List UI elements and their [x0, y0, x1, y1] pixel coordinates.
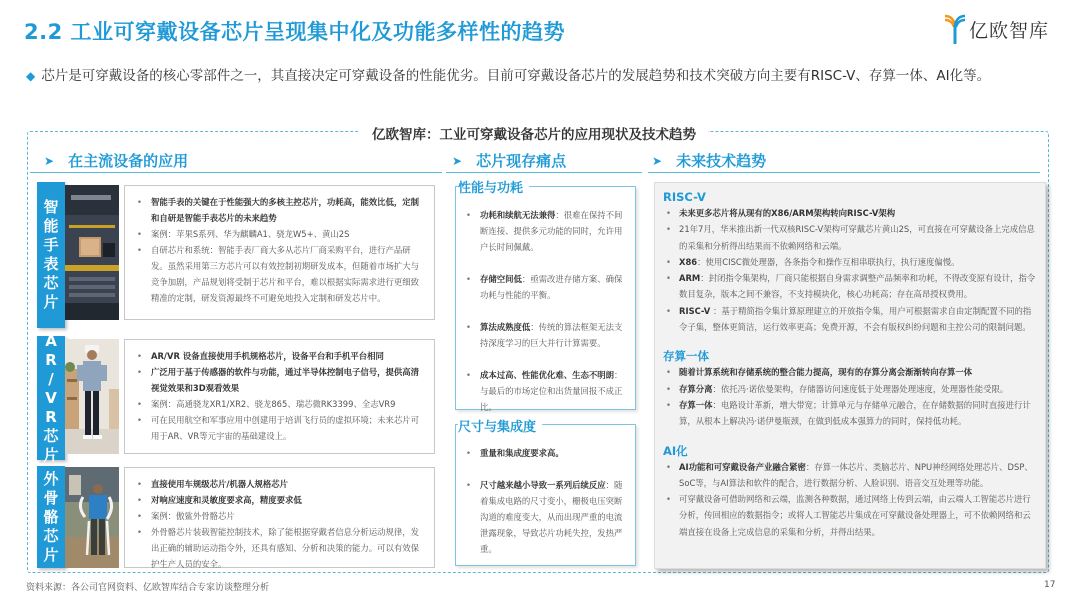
page-number: 17 [1044, 580, 1056, 590]
tab-char: 片 [43, 545, 59, 564]
section-heading-text: 在主流设备的应用 [68, 152, 189, 170]
trend-box [654, 182, 1046, 569]
bullet-item: • 算法成熟度低：传统的算法框架无法支持深度学习的巨大并行计算需要。 [462, 319, 629, 351]
tab-char: 智 [43, 198, 59, 216]
pain-point-box-performance [455, 186, 636, 410]
trend-group-title: AI化 [663, 443, 688, 458]
tab-char: R [45, 407, 57, 426]
tab-char: 骼 [43, 507, 59, 526]
tab-char: 芯 [43, 526, 59, 545]
tab-char: 外 [43, 469, 59, 488]
bullet-item: • AI功能和可穿戴设备产业融合紧密：存算一体芯片、类脑芯片、NPU神经网络处理芯片、DSP、SoC等，与AI算法和软件的配合，进行数据分析、人脸识别、语音交互处理等功能。 [663, 459, 1037, 492]
section-heading-text: 芯片现存痛点 [476, 152, 567, 170]
section-heading-trends [652, 150, 766, 171]
brand-logo [944, 12, 1064, 46]
trend-group-title: 存算一体 [663, 349, 709, 364]
trend-group-title: RISC-V [663, 190, 706, 204]
frame-title: 亿欧智库：工业可穿戴设备芯片的应用现状及技术趋势 [360, 123, 708, 143]
bullet-item: • 功耗和续航无法兼得：很难在保持不间断连接、提供多元功能的同时，允许用户长时间佩戴。 [462, 207, 629, 255]
bullet-item: • 随着计算系统和存储系统的整合能力提高，现有的存算分离会渐渐转向存算一体 [663, 364, 1037, 380]
pain-point-group-title: 性能与功耗 [458, 177, 529, 196]
pain-point-box-size [455, 424, 636, 566]
application-card-arvr [124, 339, 435, 454]
bullet-item: • 可穿戴设备可借助网络和云端，监测各种数据，通过网络上传到云端，由云端人工智能芯片进行分析，传回相应的数据指令；或将人工智能芯片集成在可穿戴设备处理器上，可不依赖网络和云端直接在设备上完成信息的采集和分析，并得出结果。 [663, 491, 1037, 540]
bullet-item: • 尺寸越来越小导致一系列后续反应：随着集成电路的尺寸变小，栅极电压突断沟道的难度变大，从而出现严重的电流泄露现象，导致芯片功耗失控，发热严重。 [462, 477, 629, 557]
bullet-item: • 直接使用车规级芯片/机器人规格芯片 [133, 476, 426, 492]
bullet-item: • 自研芯片和系统：智能手表厂商大多从芯片厂商采购平台，进行产品研发。虽然采用第三方芯片可以有效控制初期研发成本，但随着市场扩大与竞争加剧，产品规划将受制于芯片和平台，难以根据实际需求进行更细致精准的定制，研发资源最终不可避免地投入定制和研发芯片中。 [133, 242, 426, 306]
bullet-item: • X86：使用CISC微处理器，各条指令和操作互相串联执行，执行速度偏慢。 [663, 254, 1037, 270]
application-card-exoskeleton [124, 467, 435, 568]
vertical-tab-exoskeleton-chip [37, 466, 65, 568]
section-heading-text: 未来技术趋势 [676, 152, 767, 170]
bullet-item: • 存算一体：电路设计革新，增大带宽；计算单元与存储单元融合，在存储数据的同时直接进行计算，从根本上解决冯·诺伊曼瓶颈，在做到低成本强算力的同时，保持低功耗。 [663, 397, 1037, 430]
page-title: 2.2 工业可穿戴设备芯片呈现集中化及功能多样性的趋势 [24, 20, 566, 44]
logo-mark-icon [944, 13, 966, 45]
bullet-item: • 智能手表的关键在于性能强大的多核主控芯片，功耗高，能效比低，定制和自研是智能手表芯片的未来趋势 [133, 194, 426, 226]
bullet-item: • 案例：高通骁龙XR1/XR2、骁龙865、瑞芯微RK3399、全志VR9 [133, 396, 426, 412]
exoskeleton-worker-photo [65, 467, 119, 568]
tab-char: 片 [43, 445, 59, 464]
vr-headset-user-photo [65, 339, 119, 454]
section-heading-applications [44, 150, 188, 171]
vertical-tab-arvr-chip [37, 331, 65, 464]
tab-char: / [48, 369, 54, 388]
bullet-item: • 未来更多芯片将从现有的X86/ARM架构转向RISC-V架构 [663, 205, 1037, 221]
vertical-tab-smartwatch-chip [37, 182, 65, 328]
section-divider [446, 172, 642, 173]
tab-char: A [45, 331, 57, 350]
bullet-item: • 广泛用于基于传感器的软件与功能，通过半导体控制电子信号，提供高清视觉效果和3D观看效果 [133, 364, 426, 396]
tab-char: 能 [43, 217, 59, 235]
section-heading-pain-points [452, 150, 566, 171]
bullet-item: • 案例：傲鲨外骨骼芯片 [133, 508, 426, 524]
bullet-item: • 存算分离：依托冯·诺依曼架构，存储器访问速度低于处理器处理速度，处理器性能受限。 [663, 381, 1037, 397]
intro-paragraph [26, 66, 1056, 87]
bullet-item: • 案例：苹果S系列、华为麒麟A1、骁龙W5+、黄山2S [133, 226, 426, 242]
logo-text: 亿欧智库 [969, 19, 1050, 42]
bullet-item: • 21年7月，华米推出新一代双核RISC-V架构可穿戴芯片黄山2S，可直接在可穿戴设备上完成信息的采集和分析得出结果而不依赖网络和云端。 [663, 221, 1037, 254]
arrow-bullet-icon: ➤ [44, 153, 55, 168]
bullet-item: • 存储空间低：亟需改进存储方案、确保功耗与性能的平衡。 [462, 271, 629, 303]
motherboard-chip-photo [65, 185, 119, 320]
arrow-bullet-icon: ➤ [452, 153, 463, 168]
section-divider [30, 172, 442, 173]
bullet-item: • 可在民用航空和军事应用中创建用于培训飞行员的虚拟环境；未来芯片可用于AR、VR等元宇宙的基础建设上。 [133, 412, 426, 444]
bullet-item: • RISC-V ：基于精简指令集计算原理建立的开放指令集，用户可根据需求自由定制配置不同的指令子集，整体更简洁，运行效率更高；免费开源，不会有版权纠纷问题和主控公司的限制问题。 [663, 303, 1037, 336]
application-card-smartwatch [124, 185, 435, 320]
source-note: 资料来源：各公司官网资料、亿欧智库结合专家访谈整理分析 [26, 583, 270, 593]
pain-point-group-title: 尺寸与集成度 [458, 416, 542, 435]
diamond-bullet-icon: ◆ [26, 69, 36, 83]
bullet-item: • 重量和集成度要求高。 [462, 445, 629, 461]
tab-char: 片 [43, 293, 59, 311]
arrow-bullet-icon: ➤ [652, 153, 663, 168]
tab-char: 表 [43, 255, 59, 273]
tab-char: 芯 [43, 274, 59, 292]
tab-char: 骨 [43, 488, 59, 507]
bullet-item: • 对响应速度和灵敏度要求高，精度要求低 [133, 492, 426, 508]
tab-char: R [45, 350, 57, 369]
tab-char: V [45, 388, 57, 407]
tab-char: 芯 [43, 426, 59, 445]
bullet-item: • ARM：封闭指令集架构，厂商只能根据自身需求调整产品频率和功耗，不得改变原有设计，指令数目复杂，版本之间不兼容，不支持模块化，核心功耗高；存在高昂授权费用。 [663, 270, 1037, 303]
tab-char: 手 [43, 236, 59, 254]
section-divider [648, 172, 1040, 173]
bullet-item: • 成本过高、性能优化难、生态不明朗：与最后的市场定位和出货量回报不成正比。 [462, 367, 629, 415]
bullet-item: • 外骨骼芯片装载智能控制技术，除了能根据穿戴者信息分析运动规律，发出正确的辅助运动指令外，还具有感知、分析和决策的能力。可以有效保护生产人员的安全。 [133, 524, 426, 572]
bullet-item: • AR/VR 设备直接使用手机规格芯片，设备平台和手机平台相同 [133, 348, 426, 364]
intro-text: 芯片是可穿戴设备的核心零部件之一，其直接决定可穿戴设备的性能优劣。目前可穿戴设备芯片的发展趋势和技术突破方向主要有RISC-V、存算一体、AI化等。 [41, 68, 991, 84]
